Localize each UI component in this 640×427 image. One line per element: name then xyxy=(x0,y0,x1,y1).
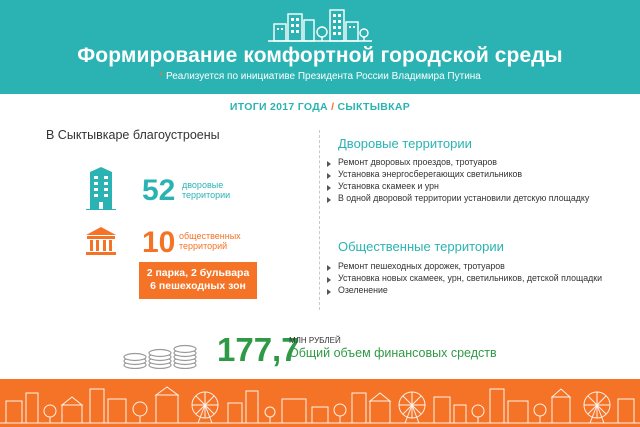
list-item: Ремонт дворовых проездов, тротуаров xyxy=(326,157,616,169)
public-detail-box xyxy=(139,262,257,299)
finance-unit: МЛН РУБЛЕЙ xyxy=(289,336,341,345)
finance-label: Общий объем финансовых средств xyxy=(289,346,497,360)
bullet-arrow-icon xyxy=(327,197,331,203)
public-label-line2: территорий xyxy=(179,241,228,251)
results-label: ИТОГИ 2017 ГОДА xyxy=(229,101,328,113)
footer-city-banner xyxy=(0,379,640,427)
page-title: Формирование комфортной городской среды xyxy=(77,44,563,67)
public-count-label xyxy=(179,231,241,251)
list-item: Ремонт пешеходных дорожек, тротуаров xyxy=(326,261,616,273)
bullet-arrow-icon xyxy=(327,173,331,179)
subtitle-text: Реализуется по инициативе Президента России Владимира Путина xyxy=(166,71,481,82)
list-item: Установка новых скамеек, урн, светильников, детской площадки xyxy=(326,273,616,285)
left-heading: В Сыктывкаре благоустроены xyxy=(46,128,220,142)
header-banner xyxy=(0,0,640,94)
bullet-arrow-icon xyxy=(327,289,331,295)
yard-section-title: Дворовые территории xyxy=(338,136,472,151)
yard-count: 52 xyxy=(142,174,176,207)
apartment-building-icon xyxy=(86,166,116,210)
finance-amount: 177,7 xyxy=(217,331,300,368)
bullet-arrow-icon xyxy=(327,277,331,283)
yard-label-line1: дворовые xyxy=(182,180,224,190)
public-count: 10 xyxy=(142,226,176,259)
coins-icon xyxy=(122,335,202,369)
yard-label-line2: территории xyxy=(182,190,231,200)
results-separator: / xyxy=(331,101,335,113)
list-item: Установка скамеек и урн xyxy=(326,181,616,193)
public-section-title: Общественные территории xyxy=(338,239,504,254)
page-subtitle xyxy=(0,71,640,82)
subtitle-asterisk: * xyxy=(159,71,164,82)
bullet-arrow-icon xyxy=(327,265,331,271)
bullet-arrow-icon xyxy=(327,185,331,191)
public-detail-line1: 2 парка, 2 бульвара xyxy=(146,267,250,279)
public-work-list xyxy=(326,261,616,297)
list-item: В одной дворовой территории установили детскую площадку xyxy=(326,193,616,205)
city-skyline-icon xyxy=(268,8,372,42)
yard-count-label xyxy=(182,180,230,200)
list-item: Озеленение xyxy=(326,285,616,297)
results-heading xyxy=(0,101,640,113)
public-detail-line2: 6 пешеходных зон xyxy=(150,280,246,292)
yard-work-list xyxy=(326,157,616,205)
public-label-line1: общественных xyxy=(179,231,241,241)
public-building-icon xyxy=(84,226,118,256)
city-outline-decoration-icon xyxy=(0,379,640,427)
results-city: СЫКТЫВКАР xyxy=(337,101,411,113)
list-item: Установка энергосберегающих светильников xyxy=(326,169,616,181)
bullet-arrow-icon xyxy=(327,161,331,167)
column-divider xyxy=(319,130,320,310)
